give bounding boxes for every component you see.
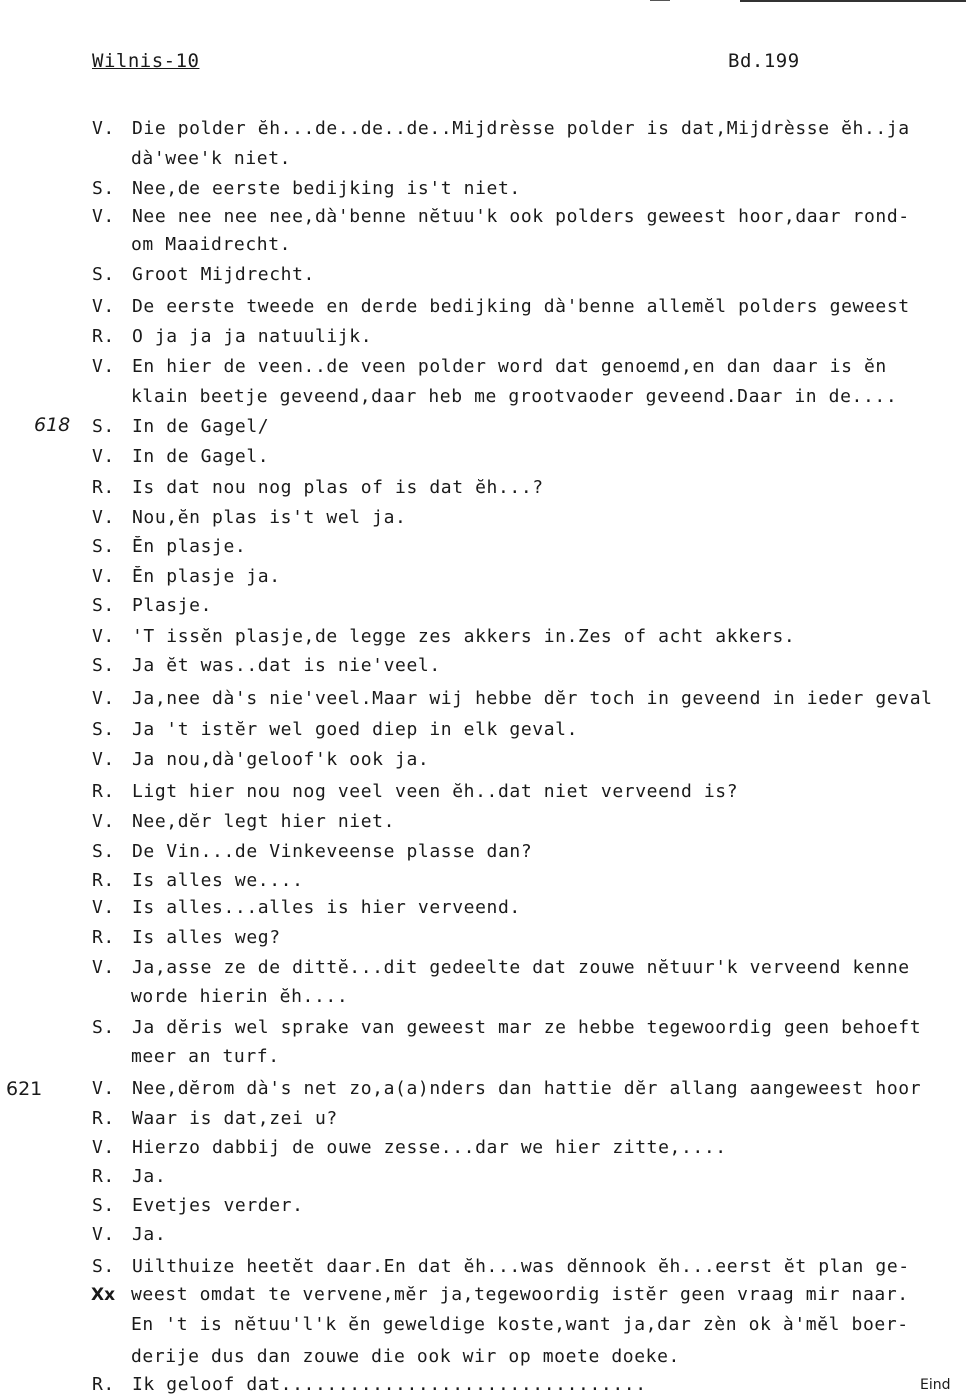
utterance-text: Is dat nou nog plas of is dat ĕh...? (132, 477, 544, 498)
speaker-label: R. (92, 870, 115, 891)
speaker-label: S. (92, 536, 115, 557)
transcript-line (92, 264, 315, 288)
utterance-text: Hierzo dabbij de ouwe zesse...dar we hier zitte,.... (132, 1137, 727, 1158)
utterance-text: dà'wee'k niet. (131, 148, 292, 169)
margin-note-end: Eind (920, 1377, 951, 1393)
transcript-line (92, 326, 372, 350)
margin-note-618: 618 (34, 414, 71, 436)
transcript-line (131, 1284, 909, 1308)
utterance-text: En 't is nĕtuu'l'k ĕn geweldige koste,want ja,dar zèn ok à'mĕl boer- (131, 1314, 909, 1335)
transcript-line (92, 811, 395, 835)
transcript-line (131, 148, 291, 172)
transcript-line (92, 477, 544, 501)
utterance-text: Groot Mijdrecht. (132, 264, 315, 285)
transcript-line (92, 655, 441, 679)
utterance-text: Nee nee nee nee,dà'benne nĕtuu'k ook polders geweest hoor,daar rond- (132, 206, 910, 227)
transcript-line (92, 536, 246, 560)
transcript-line (131, 986, 348, 1010)
utterance-text: Ja dĕris wel sprake van geweest mar ze hebbe tegewoordig geen behoeft (132, 1017, 922, 1038)
transcript-line (92, 1195, 304, 1219)
speaker-label: R. (92, 927, 115, 948)
utterance-text: Ĕn plasje. (132, 536, 247, 557)
page-number: Bd.199 (728, 50, 800, 72)
utterance-text: In de Gagel. (132, 446, 270, 467)
speaker-label: S. (92, 595, 115, 616)
speaker-label: V. (92, 1224, 115, 1245)
utterance-text: Is alles we.... (132, 870, 304, 891)
transcript-line (92, 841, 532, 865)
speaker-label: S. (92, 841, 115, 862)
speaker-label: S. (92, 416, 115, 437)
utterance-text: In de Gagel/ (132, 416, 270, 437)
transcript-line (92, 749, 429, 773)
utterance-text: 'T issĕn plasje,de legge zes akkers in.Zes of acht akkers. (132, 626, 796, 647)
utterance-text: Uilthuize heetĕt daar.En dat ĕh...was dĕnnook ĕh...eerst ĕt plan ge- (132, 1256, 910, 1277)
utterance-text: klain beetje geveend,daar heb me grootvaoder geveend.Daar in de.... (131, 386, 898, 407)
transcript-line (92, 1374, 647, 1398)
speaker-label: V. (92, 1137, 115, 1158)
utterance-text: Ik geloof dat................................ (132, 1374, 647, 1395)
speaker-label: V. (92, 566, 115, 587)
speaker-label: R. (92, 326, 115, 347)
utterance-text: derije dus dan zouwe die ook wir op moete doeke. (131, 1346, 680, 1367)
utterance-text: Evetjes verder. (132, 1195, 304, 1216)
transcript-line (92, 507, 407, 531)
transcript-line (92, 719, 578, 743)
transcript-line (92, 1256, 910, 1280)
transcript-line (131, 1346, 680, 1370)
speaker-label: V. (92, 118, 115, 139)
utterance-text: om Maaidrecht. (131, 234, 292, 255)
speaker-label: R. (92, 1374, 115, 1395)
utterance-text: Ligt hier nou nog veel veen ĕh..dat niet verveend is? (132, 781, 739, 802)
transcript-line (92, 957, 910, 981)
speaker-label: V. (92, 446, 115, 467)
speaker-label: V. (92, 206, 115, 227)
transcript-line (92, 1017, 921, 1041)
utterance-text: Plasje. (132, 595, 213, 616)
utterance-text: Is alles weg? (132, 927, 281, 948)
transcript-line (131, 234, 291, 258)
transcript-line (92, 566, 281, 590)
scan-mark (650, 0, 670, 1)
transcript-line (131, 386, 897, 410)
speaker-label: S. (92, 719, 115, 740)
document-title: Wilnis-10 (92, 50, 200, 72)
margin-note-xx: Xx (91, 1285, 116, 1305)
utterance-text: Nee,dĕrom dà's net zo,a(a)nders dan hattie dĕr allang aangeweest hoor (132, 1078, 922, 1099)
speaker-label: V. (92, 1078, 115, 1099)
transcript-line (92, 416, 269, 440)
top-rule (740, 0, 966, 2)
utterance-text: De Vin...de Vinkeveense plasse dan? (132, 841, 533, 862)
speaker-label: V. (92, 957, 115, 978)
transcript-line (92, 1224, 166, 1248)
utterance-text: Ja. (132, 1224, 167, 1245)
utterance-text: Waar is dat,zei u? (132, 1108, 338, 1129)
utterance-text: O ja ja ja natuulijk. (132, 326, 373, 347)
speaker-label: V. (92, 507, 115, 528)
transcript-line (92, 626, 795, 650)
transcript-line (92, 897, 521, 921)
transcript-line (92, 1078, 921, 1102)
speaker-label: R. (92, 781, 115, 802)
speaker-label: R. (92, 1166, 115, 1187)
speaker-label: V. (92, 688, 115, 709)
utterance-text: Ja ĕt was..dat is nie'veel. (132, 655, 441, 676)
utterance-text: Nee,de eerste bedijking is't niet. (132, 178, 521, 199)
utterance-text: Ja. (132, 1166, 167, 1187)
speaker-label: S. (92, 1017, 115, 1038)
utterance-text: Nee,dĕr legt hier niet. (132, 811, 396, 832)
transcript-line (92, 356, 887, 380)
utterance-text: meer an turf. (131, 1046, 280, 1067)
transcript-line (92, 1108, 338, 1132)
utterance-text: Ja 't istĕr wel goed diep in elk geval. (132, 719, 579, 740)
speaker-label: S. (92, 1256, 115, 1277)
utterance-text: Ja nou,dà'geloof'k ook ja. (132, 749, 430, 770)
transcript-line (92, 446, 269, 470)
speaker-label: V. (92, 626, 115, 647)
utterance-text: Ĕn plasje ja. (132, 566, 281, 587)
transcript-line (92, 927, 281, 951)
transcript-line (92, 1166, 166, 1190)
utterance-text: Nou,ĕn plas is't wel ja. (132, 507, 407, 528)
transcript-line (92, 206, 910, 230)
transcript-line (92, 688, 933, 712)
utterance-text: De eerste tweede en derde bedijking dà'benne allemĕl polders geweest (132, 296, 910, 317)
transcript-line (131, 1046, 280, 1070)
speaker-label: S. (92, 655, 115, 676)
transcript-line (92, 178, 521, 202)
speaker-label: R. (92, 1108, 115, 1129)
speaker-label: R. (92, 477, 115, 498)
utterance-text: Is alles...alles is hier verveend. (132, 897, 521, 918)
speaker-label: V. (92, 811, 115, 832)
utterance-text: En hier de veen..de veen polder word dat genoemd,en dan daar is ĕn (132, 356, 887, 377)
utterance-text: worde hierin ĕh.... (131, 986, 349, 1007)
speaker-label: S. (92, 178, 115, 199)
utterance-text: Ja,asse ze de dittĕ...dit gedeelte dat zouwe nĕtuur'k verveend kenne (132, 957, 910, 978)
transcript-line (92, 118, 910, 142)
transcript-line (92, 870, 304, 894)
speaker-label: S. (92, 264, 115, 285)
speaker-label: V. (92, 296, 115, 317)
speaker-label: S. (92, 1195, 115, 1216)
transcript-line (131, 1314, 909, 1338)
transcript-line (92, 595, 212, 619)
utterance-text: Ja,nee dà's nie'veel.Maar wij hebbe dĕr toch in geveend in ieder geval (132, 688, 933, 709)
speaker-label: V. (92, 356, 115, 377)
utterance-text: Die polder ĕh...de..de..de..Mijdrèsse polder is dat,Mijdrèsse ĕh..ja (132, 118, 910, 139)
utterance-text: weest omdat te vervene,mĕr ja,tegewoordig istĕr geen vraag mir naar. (131, 1284, 909, 1305)
speaker-label: V. (92, 749, 115, 770)
transcript-line (92, 296, 910, 320)
margin-note-621: 621 (6, 1078, 43, 1100)
transcript-line (92, 1137, 727, 1161)
transcript-line (92, 781, 738, 805)
speaker-label: V. (92, 897, 115, 918)
